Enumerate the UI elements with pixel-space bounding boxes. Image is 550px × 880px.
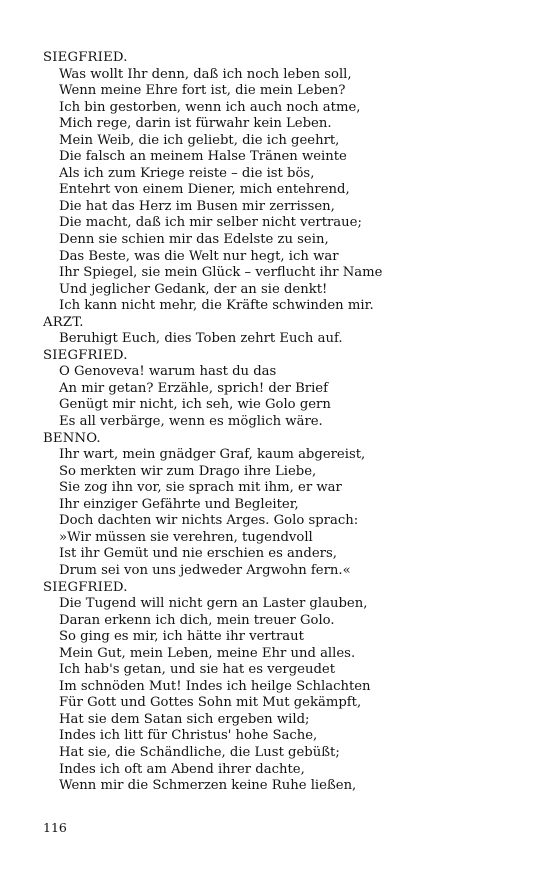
verse-line: Ich hab's getan, und sie hat es vergeudet (59, 662, 336, 678)
verse-line: Entehrt von einem Diener, mich entehrend, (59, 182, 350, 198)
verse-line: Im schnöden Mut! Indes ich heilge Schlachten (59, 678, 371, 694)
verse-line: Ich kann nicht mehr, die Kräfte schwinden mir. (59, 298, 374, 314)
verse-line: Wenn mir die Schmerzen keine Ruhe ließen, (59, 778, 357, 794)
verse-line: Das Beste, was die Welt nur hegt, ich war (59, 248, 339, 264)
verse-line: Für Gott und Gottes Sohn mit Mut gekämpft, (59, 695, 362, 711)
verse-line: Ihr wart, mein gnädger Graf, kaum abgereist, (59, 447, 366, 463)
verse-line: Die hat das Herz im Busen mir zerrissen, (59, 198, 335, 214)
verse-line: Was wollt Ihr denn, daß ich noch leben soll, (59, 66, 352, 82)
speaker-name: SIEGFRIED. (43, 50, 128, 65)
speaker-name: ARZT. (43, 314, 84, 330)
verse-line: O Genoveva! warum hast du das (59, 364, 277, 380)
verse-line: Drum sei von uns jedweder Argwohn fern.« (59, 562, 351, 578)
verse-line: Doch dachten wir nichts Arges. Golo sprach: (59, 513, 359, 529)
verse-line: Daran erkenn ich dich, mein treuer Golo. (59, 612, 335, 628)
speaker-name: SIEGFRIED. (43, 579, 128, 595)
verse-line: Denn sie schien mir das Edelste zu sein, (59, 232, 329, 248)
verse-line: Mein Weib, die ich geliebt, die ich geehrt, (59, 132, 340, 148)
speaker-name: SIEGFRIED. (43, 347, 128, 363)
verse-line: Und jeglicher Gedank, der an sie denkt! (59, 281, 328, 297)
verse-line: Die falsch an meinem Halse Tränen weinte (59, 149, 347, 165)
verse-line: Mein Gut, mein Leben, meine Ehr und alles. (59, 645, 356, 661)
verse-line: Hat sie, die Schändliche, die Lust gebüßt; (59, 744, 340, 760)
verse-line: Ihr Spiegel, sie mein Glück – verflucht ihr Name (59, 265, 383, 281)
verse-line: Indes ich litt für Christus' hohe Sache, (59, 728, 318, 744)
verse-line: Indes ich oft am Abend ihrer dachte, (59, 761, 305, 777)
verse-line: Beruhigt Euch, dies Toben zehrt Euch auf. (59, 331, 343, 347)
verse-line: Es all verbärge, wenn es möglich wäre. (59, 414, 323, 430)
verse-line: »Wir müssen sie verehren, tugendvoll (59, 529, 313, 545)
speaker-name: BENNO. (43, 430, 101, 446)
verse-line: Hat sie dem Satan sich ergeben wild; (59, 711, 310, 727)
verse-line: Genügt mir nicht, ich seh, wie Golo gern (59, 397, 331, 413)
verse-line: So merkten wir zum Drago ihre Liebe, (59, 463, 317, 479)
verse-line: Wenn meine Ehre fort ist, die mein Leben? (59, 83, 346, 99)
verse-line: An mir getan? Erzähle, sprich! der Brief (59, 380, 328, 396)
verse-line: Sie zog ihn vor, sie sprach mit ihm, er war (59, 480, 342, 496)
verse-line: Die Tugend will nicht gern an Laster glauben, (59, 596, 368, 612)
page-number: 116 (43, 820, 67, 835)
play-text (43, 50, 523, 795)
verse-line: Ihr einziger Gefährte und Begleiter, (59, 496, 299, 512)
verse-line: Ich bin gestorben, wenn ich auch noch atme, (59, 99, 361, 115)
verse-line: Als ich zum Kriege reiste – die ist bös, (59, 165, 315, 181)
verse-line: So ging es mir, ich hätte ihr vertraut (59, 629, 304, 645)
verse-line: Die macht, daß ich mir selber nicht vertraue; (59, 215, 362, 231)
verse-line: Ist ihr Gemüt und nie erschien es anders, (59, 546, 337, 562)
verse-line: Mich rege, darin ist fürwahr kein Leben. (59, 116, 332, 132)
